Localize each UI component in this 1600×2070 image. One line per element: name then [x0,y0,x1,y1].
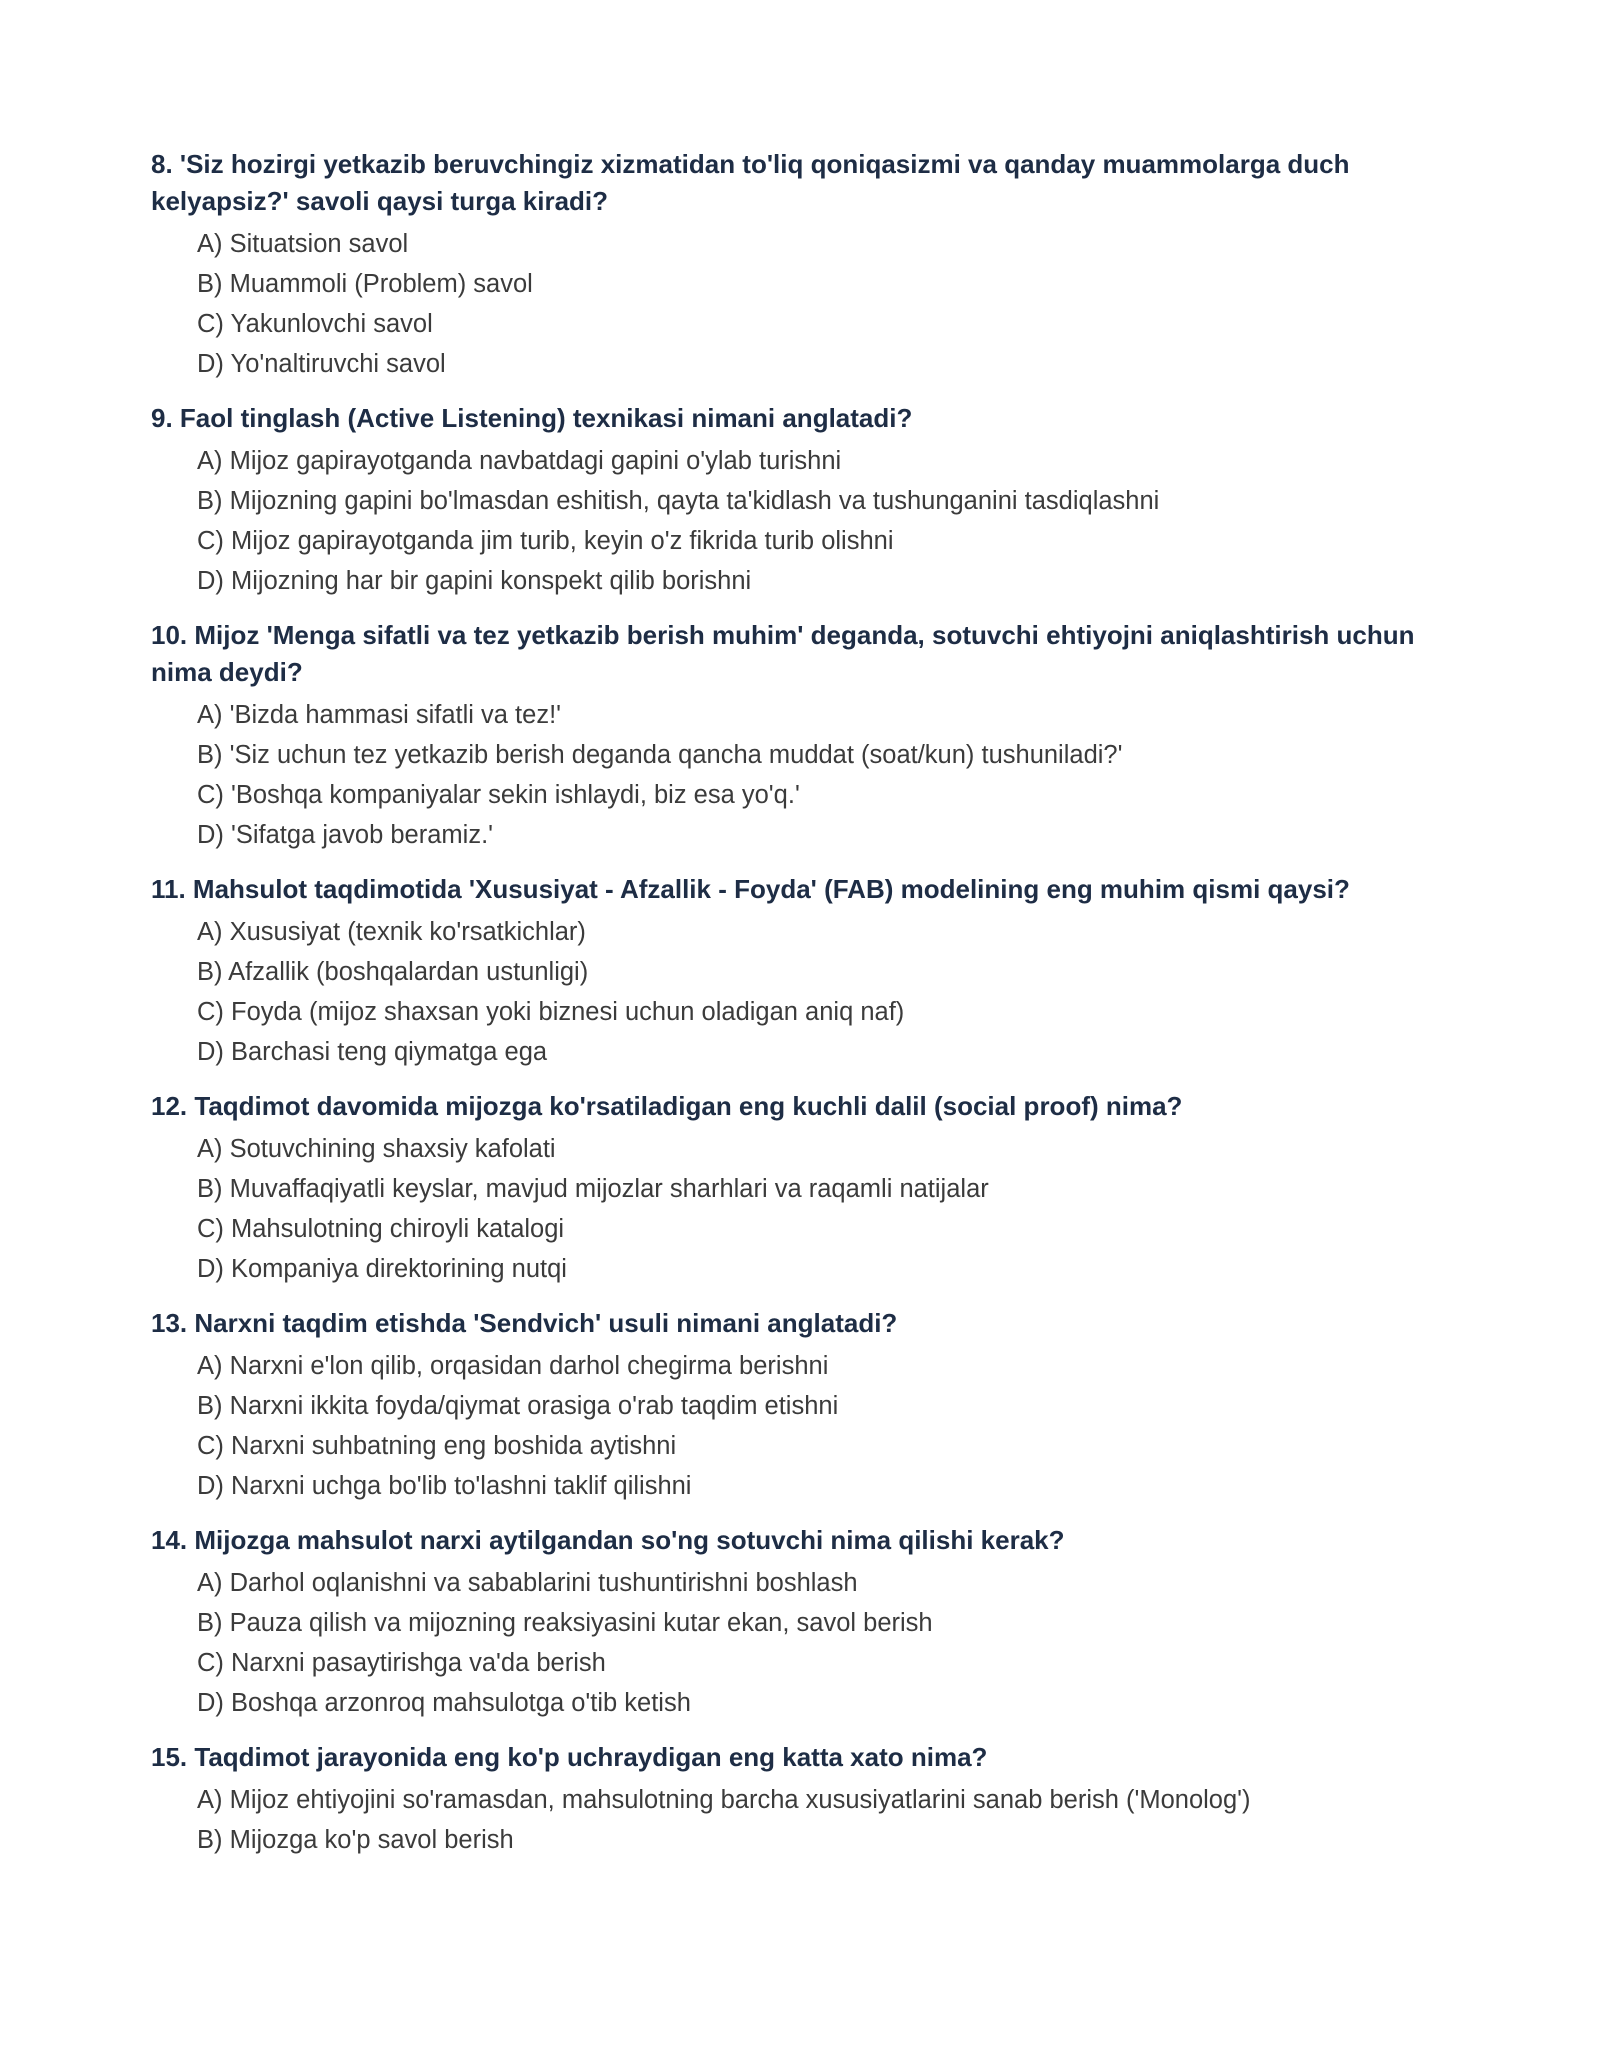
question-text: 15. Taqdimot jarayonida eng ko'p uchraydigan eng katta xato nima? [151,1742,988,1772]
question-block [151,146,1451,384]
question-text: 13. Narxni taqdim etishda 'Sendvich' usuli nimani anglatadi? [151,1308,898,1338]
question-block [151,871,1451,1072]
answer-option: C) Narxni pasaytirishga va'da berish [197,1649,606,1677]
answer-option: A) Situatsion savol [197,230,409,258]
answer-option: A) Mijoz gapirayotganda navbatdagi gapini o'ylab turishni [197,447,842,475]
question-block [151,1088,1451,1289]
answer-options [151,224,1451,384]
answer-option: D) Narxni uchga bo'lib to'lashni taklif qilishni [197,1472,692,1500]
question-text: 14. Mijozga mahsulot narxi aytilgandan so'ng sotuvchi nima qilishi kerak? [151,1525,1065,1555]
answer-option: D) Mijozning har bir gapini konspekt qilib borishni [197,567,752,595]
answer-option: C) 'Boshqa kompaniyalar sekin ishlaydi, biz esa yo'q.' [197,781,800,809]
answer-option: C) Mahsulotning chiroyli katalogi [197,1215,565,1243]
question-list [151,146,1451,1860]
answer-option: B) 'Siz uchun tez yetkazib berish deganda qancha muddat (soat/kun) tushuniladi?' [197,741,1123,769]
answer-option: C) Narxni suhbatning eng boshida aytishni [197,1432,677,1460]
answer-option: B) Muammoli (Problem) savol [197,270,533,298]
answer-options [151,695,1451,855]
question-block [151,1739,1451,1860]
question-spacer [151,1723,1451,1739]
answer-options [151,912,1451,1072]
question-text: 11. Mahsulot taqdimotida 'Xususiyat - Afzallik - Foyda' (FAB) modelining eng muhim qismi qaysi? [151,874,1350,904]
answer-option: B) Muvaffaqiyatli keyslar, mavjud mijozlar sharhlari va raqamli natijalar [197,1175,989,1203]
answer-option: D) 'Sifatga javob beramiz.' [197,821,494,849]
question-spacer [151,855,1451,871]
question-text: 8. 'Siz hozirgi yetkazib beruvchingiz xizmatidan to'liq qoniqasizmi va qanday muammolarga duch kelyapsiz?' savoli qaysi turga kiradi? [151,149,1357,216]
question-block [151,1522,1451,1723]
answer-option: B) Mijozning gapini bo'lmasdan eshitish, qayta ta'kidlash va tushunganini tasdiqlashni [197,487,1160,515]
answer-option: A) Xususiyat (texnik ko'rsatkichlar) [197,918,586,946]
question-spacer [151,384,1451,400]
answer-option: B) Narxni ikkita foyda/qiymat orasiga o'rab taqdim etishni [197,1392,839,1420]
question-text: 10. Mijoz 'Menga sifatli va tez yetkazib berish muhim' deganda, sotuvchi ehtiyojni aniqlashtirish uchun nima deydi? [151,620,1422,687]
question-spacer [151,1289,1451,1305]
answer-options [151,1563,1451,1723]
answer-option: D) Yo'naltiruvchi savol [197,350,446,378]
answer-option: A) Darhol oqlanishni va sabablarini tushuntirishni boshlash [197,1569,858,1597]
answer-option: C) Yakunlovchi savol [197,310,433,338]
answer-option: D) Barchasi teng qiymatga ega [197,1038,548,1066]
answer-option: B) Pauza qilish va mijozning reaksiyasini kutar ekan, savol berish [197,1609,933,1637]
question-block [151,400,1451,601]
question-spacer [151,1506,1451,1522]
answer-option: A) Sotuvchining shaxsiy kafolati [197,1135,556,1163]
question-text: 9. Faol tinglash (Active Listening) texnikasi nimani anglatadi? [151,403,913,433]
answer-option: A) Narxni e'lon qilib, orqasidan darhol chegirma berishni [197,1352,829,1380]
question-text: 12. Taqdimot davomida mijozga ko'rsatiladigan eng kuchli dalil (social proof) nima? [151,1091,1183,1121]
answer-options [151,1346,1451,1506]
answer-option: D) Boshqa arzonroq mahsulotga o'tib ketish [197,1689,691,1717]
question-spacer [151,601,1451,617]
answer-options [151,1780,1451,1860]
answer-option: B) Afzallik (boshqalardan ustunligi) [197,958,589,986]
answer-option: D) Kompaniya direktorining nutqi [197,1255,567,1283]
answer-option: C) Foyda (mijoz shaxsan yoki biznesi uchun oladigan aniq naf) [197,998,905,1026]
answer-options [151,1129,1451,1289]
answer-option: B) Mijozga ko'p savol berish [197,1826,514,1854]
answer-option: A) 'Bizda hammasi sifatli va tez!' [197,701,562,729]
question-block [151,617,1451,855]
question-block [151,1305,1451,1506]
answer-options [151,441,1451,601]
answer-option: A) Mijoz ehtiyojini so'ramasdan, mahsulotning barcha xususiyatlarini sanab berish ('Monolog') [197,1786,1251,1814]
answer-option: C) Mijoz gapirayotganda jim turib, keyin o'z fikrida turib olishni [197,527,894,555]
question-spacer [151,1072,1451,1088]
